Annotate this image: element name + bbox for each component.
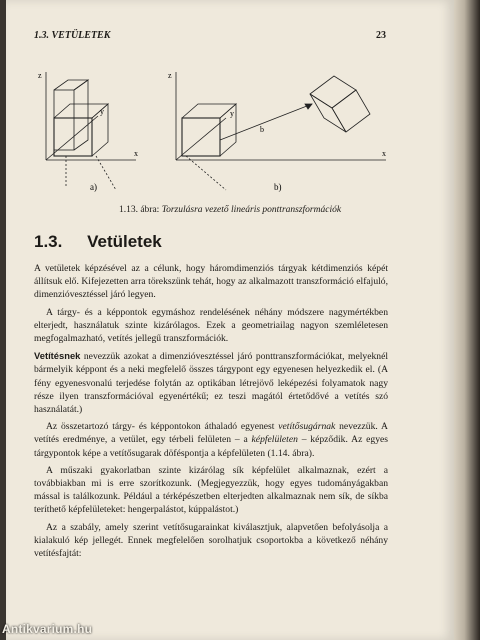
running-head xyxy=(34,30,386,41)
book-page xyxy=(6,0,454,640)
page-number: 23 xyxy=(376,30,386,41)
axis-y-b-label: y xyxy=(230,109,234,118)
p4-part-c: nevezzük. A vetítés eredménye, a vetület, egy térbeli felületen – a xyxy=(34,421,388,446)
section-title: Vetületek xyxy=(87,232,162,251)
term-vetites: Vetítésnek xyxy=(34,350,81,362)
axis-z-b-label: z xyxy=(168,71,172,80)
p4-part-e: – képződik. Az egyes tárgypontok képe a vetítősugarak döféspontja a képfelületen (1.14. ábra). xyxy=(34,434,388,459)
panel-a xyxy=(46,72,136,190)
paragraph-3-rest: nevezzük azokat a dimenzióvesztéssel járó ponttranszformációkat, melyeknél bármelyik képpont és a neki megfelelő összes tárgypont egy egyenesen helyezkedik el. (A fény egyenesvonalú terjedése folytán az optikában létrejövő leképezési folyamatok nagy része ilyen transzformációval egyenértékű; ez teszi magától értetődővé a vetítés szó használatát.) xyxy=(34,351,388,416)
figure-caption xyxy=(6,205,454,215)
caption-text: Torzulásra vezető lineáris ponttranszformációk xyxy=(161,205,342,215)
term-vetitosugar: vetítősugárnak xyxy=(278,421,336,433)
axis-x-a-label: x xyxy=(134,149,138,158)
panel-a-label: a) xyxy=(90,182,97,192)
panel-b xyxy=(176,72,386,190)
axis-y-a-label: y xyxy=(100,107,104,116)
line-b-label: b xyxy=(260,125,264,134)
section-heading xyxy=(34,232,162,252)
panel-b-label: b) xyxy=(274,182,282,192)
paragraph-1: A vetületek képzésével az a célunk, hogy háromdimenziós tárgyak kétdimenziós képét állítsuk elő. Kifejezetten arra törekszünk tehát, hogy az alkalmazott transzformáció elfajuló, dimenzióvesztéssel járó legyen. xyxy=(34,263,388,301)
watermark: Antikvarium.hu xyxy=(2,622,93,636)
sheared-cube-top xyxy=(310,76,356,108)
paragraph-5: A műszaki gyakorlatban szinte kizárólag sík képfelület alkalmaznak, ezért a továbbiakban mi is erre szorítkozunk. (Megjegyezzük, hogy egyes tudományágakban mással is találkozunk. Például a térképészetben elterjedten alkalmaznak nem sík, de síkba teríthető képfelületeket: hengerpalástot, kúppalástot.) xyxy=(34,464,388,516)
axis-z-a-label: z xyxy=(38,71,42,80)
paragraph-4 xyxy=(34,420,388,460)
paragraph-6: Az a szabály, amely szerint vetítősugarainkat kiválasztjuk, alapvetően befolyásolja a kialakuló kép jellegét. Ennek megfelelően sorolhatjuk csoportokba a következő néhány vetítésfajtát: xyxy=(34,521,388,560)
y-axis-b xyxy=(176,118,226,160)
section-number: 1.3. xyxy=(34,232,63,251)
body-text xyxy=(34,262,388,564)
caption-number: 1.13. ábra: xyxy=(118,205,160,215)
figure-1-13 xyxy=(26,60,406,198)
page-edge xyxy=(454,0,480,640)
p4-part-a: Az összetartozó tárgy- és képpontokon áthaladó egyenest xyxy=(46,421,279,433)
paragraph-3 xyxy=(34,349,388,416)
axis-x-b-label: x xyxy=(382,149,386,158)
running-head-section: 1.3. VETÜLETEK xyxy=(34,30,111,41)
tall-box-top xyxy=(54,80,88,90)
paragraph-2: A tárgy- és a képpontok egymáshoz rendelésének néhány módszere nagymértékben elterjedt, használatuk szinte kizárólagos. Ezek a geometriailag nagyon szemléletesen megfogalmazható, vetítés jellegű transzformációk. xyxy=(34,306,388,345)
tall-box-front xyxy=(54,90,74,150)
term-kepfelulet: képfelületen xyxy=(251,434,298,446)
